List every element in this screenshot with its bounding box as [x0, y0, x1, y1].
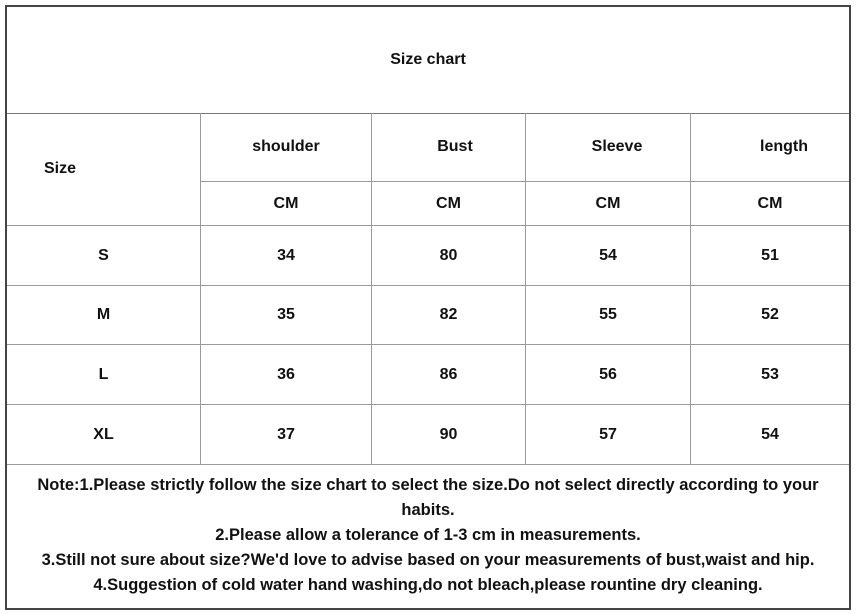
row-size-s: S: [98, 246, 109, 264]
note-4: 4.Suggestion of cold water hand washing,do not bleach,please rountine dry cleaning.: [93, 576, 763, 594]
size-header: Size: [43, 160, 76, 177]
divider-row-xl: [7, 464, 849, 465]
note-3: 3.Still not sure about size?We'd love to advise based on your measurements of bust,waist and hip.: [41, 551, 815, 569]
note-2: 2.Please allow a tolerance of 1-3 cm in measurements.: [215, 526, 641, 544]
cell-xl-length: 54: [761, 425, 779, 443]
chart-title: Size chart: [390, 51, 466, 68]
cell-s-length: 51: [761, 246, 779, 264]
note-1: Note:1.Please strictly follow the size chart to select the size.Do not select directly according to your habits.: [37, 476, 819, 519]
row-size-m: M: [96, 306, 111, 323]
unit-sleeve: CM: [595, 194, 621, 212]
cell-s-sleeve: 54: [599, 246, 617, 264]
cell-s-bust: 80: [439, 246, 458, 264]
cell-l-bust: 86: [439, 365, 458, 383]
cell-l-length: 53: [761, 365, 779, 383]
cell-xl-shoulder: 37: [277, 425, 295, 443]
cell-m-bust: 82: [439, 306, 458, 323]
cell-xl-bust: 90: [439, 425, 458, 443]
cell-l-sleeve: 56: [599, 365, 617, 383]
column-header-bust: Bust: [437, 138, 473, 155]
cell-m-shoulder: 35: [277, 306, 295, 323]
cell-s-shoulder: 34: [277, 246, 295, 264]
cell-m-length: 52: [761, 306, 779, 323]
column-header-length: length: [760, 138, 808, 155]
cell-m-sleeve: 55: [599, 306, 617, 323]
unit-bust: CM: [436, 194, 461, 212]
cell-l-shoulder: 36: [277, 365, 295, 383]
unit-shoulder: CM: [273, 194, 299, 212]
row-size-l: L: [98, 365, 109, 383]
unit-length: CM: [757, 194, 783, 212]
column-header-shoulder: shoulder: [252, 138, 320, 155]
column-header-sleeve: Sleeve: [591, 138, 643, 155]
notes-section: [7, 467, 849, 598]
row-size-xl: XL: [93, 425, 114, 443]
cell-xl-sleeve: 57: [599, 425, 617, 443]
